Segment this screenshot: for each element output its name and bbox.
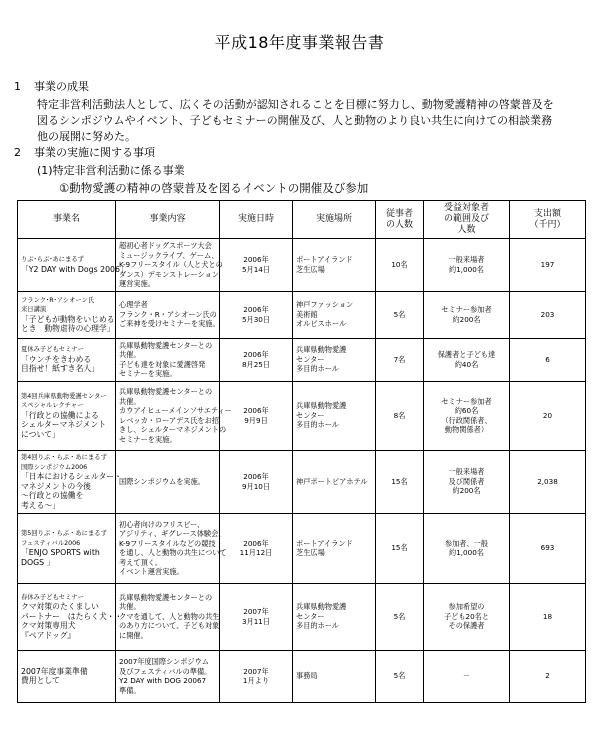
cell-line: 国際シンポジウムを実施。 <box>119 476 205 486</box>
cell-place <box>293 650 376 702</box>
cell-line: ミュージックライブ、ゲーム、 <box>119 250 219 260</box>
cell-line: 「行政との協働による <box>21 410 99 420</box>
cell-date <box>220 450 293 513</box>
cell-line: 考える～」 <box>21 500 60 510</box>
cell-event-content <box>116 338 220 381</box>
cell-line: 1月より <box>242 676 270 685</box>
header-event-content <box>116 201 220 239</box>
header-line: の範囲及び <box>443 214 489 224</box>
cell-date <box>220 381 293 450</box>
cell-line: 2006年 <box>243 538 269 548</box>
body-line: 特定非営利活動法人として、広くその活動が認知されることを目標に努力し、動物愛護精神の啓蒙普及を <box>37 98 554 111</box>
cell-line: 芝生広場 <box>296 548 325 557</box>
cell-line: 子ども20名と <box>443 611 490 621</box>
cell-line: フェスティバル2006 <box>21 539 81 547</box>
cell-line: 超初心者ドッグスポーツ大会 <box>119 241 212 250</box>
section-number: 2 <box>14 146 21 159</box>
cell-beneficiaries <box>424 583 510 650</box>
cell-line: 約40名 <box>454 359 479 369</box>
cell-event-name <box>18 650 116 702</box>
cell-amount: 2 <box>510 650 586 702</box>
header-line: 人数 <box>457 225 476 235</box>
cell-line: 動物関係者） <box>444 425 489 434</box>
cell-line: セミナー参加者 <box>441 396 492 406</box>
cell-line: ～行政との協働を <box>21 491 84 500</box>
cell-line: 2006年 <box>243 350 269 359</box>
cell-beneficiaries <box>424 239 510 292</box>
cell-line: きし、シェルターマネジメントの <box>119 425 227 434</box>
cell-line: オルビスホール <box>296 319 347 329</box>
cell-line: 美術館 <box>296 309 318 319</box>
cell-line: シェルターマネジメント <box>21 420 107 430</box>
cell-line: 一般来場者 <box>448 467 485 477</box>
cell-date <box>220 583 293 650</box>
cell-line: カウアイヒューメインソサエティー <box>119 406 232 415</box>
cell-line: センター <box>296 611 325 621</box>
cell-line: 約200名 <box>452 314 481 324</box>
table-row <box>18 513 586 583</box>
cell-line: ご来神を受けセミナーを実施。 <box>119 319 220 329</box>
cell-line: 3月11日 <box>241 616 271 626</box>
cell-line: 共催。 <box>119 350 141 359</box>
cell-line: 及び関係者 <box>448 476 485 486</box>
table-row <box>18 338 586 381</box>
cell-event-content <box>116 291 220 338</box>
cell-line: 国際シンポジウム2006 <box>21 463 88 471</box>
cell-amount: 2,038 <box>510 450 586 513</box>
cell-event-name <box>18 239 128 292</box>
cell-line: クマ対策専用犬 <box>21 621 76 631</box>
cell-line: 費用として <box>21 676 60 685</box>
cell-line: クマ対策のたくましい <box>21 602 99 612</box>
cell-event-name <box>18 381 116 450</box>
header-event-name <box>18 201 116 239</box>
cell-staff: 5名 <box>376 291 424 338</box>
cell-line: Y2 DAY with DOG 20067 <box>119 676 207 685</box>
header-line: 従事者 <box>385 208 413 219</box>
header-line: 事業内容 <box>149 214 186 224</box>
cell-line: りぶ･らぶ･あにまるず <box>21 256 84 264</box>
cell-line: 兵庫県動物愛護センターとの <box>119 340 213 350</box>
cell-line: 参加者、一般 <box>444 538 489 548</box>
cell-beneficiaries <box>424 650 510 702</box>
cell-date <box>220 338 293 381</box>
cell-line: 「ENJO SPORTS with <box>21 548 100 557</box>
cell-event-content <box>116 513 227 583</box>
subsection-heading: (1)特定非営利活動に係る事業 <box>37 164 185 177</box>
table-row <box>18 450 586 513</box>
cell-place <box>293 450 376 513</box>
section-number: 1 <box>14 80 21 93</box>
cell-line: 子ども達を対象に愛護啓発 <box>119 359 206 369</box>
cell-staff: 15名 <box>376 450 424 513</box>
cell-line: セミナー参加者 <box>441 305 492 314</box>
cell-event-name <box>18 513 116 583</box>
cell-line: アジリティ、ギグレース体験会、 <box>119 529 226 538</box>
cell-line: 事務局 <box>296 671 318 681</box>
header-line: 事業名 <box>52 214 80 224</box>
cell-amount: 20 <box>510 381 586 450</box>
cell-line: その保護者 <box>448 621 485 631</box>
cell-line: DOGS 」 <box>21 557 55 567</box>
table-row <box>18 239 586 292</box>
section-title: 事業の成果 <box>34 80 89 93</box>
cell-line: 夏休み子どもセミナー <box>21 346 84 354</box>
header-line: 実施場所 <box>315 214 352 224</box>
cell-staff: 5名 <box>376 650 424 702</box>
cell-amount: 18 <box>510 583 586 650</box>
cell-event-content <box>116 650 220 702</box>
cell-staff: 15名 <box>376 513 424 583</box>
cell-date <box>220 291 293 338</box>
cell-line: 「日本におけるシェルター・ <box>21 472 122 481</box>
cell-line: 9月9日 <box>244 415 268 425</box>
events-table <box>17 200 586 703</box>
cell-beneficiaries <box>424 450 510 513</box>
section-title: 事業の実施に関する事項 <box>34 146 155 159</box>
header-beneficiaries <box>424 201 510 239</box>
cell-staff: 10名 <box>376 239 424 292</box>
cell-line: 兵庫県動物愛護 <box>296 345 347 355</box>
cell-line: 第4回兵庫県動物愛護センター <box>21 392 107 400</box>
cell-staff: 5名 <box>376 583 424 650</box>
cell-line: 兵庫県動物愛護 <box>296 401 347 411</box>
cell-line: 5月14日 <box>241 264 271 274</box>
cell-line: 共催。 <box>119 396 141 406</box>
cell-line: 来日講演 <box>21 306 47 313</box>
cell-place <box>293 381 376 450</box>
cell-line: 約1,000名 <box>449 264 484 274</box>
cell-event-name <box>18 450 122 513</box>
cell-date <box>220 650 293 702</box>
cell-amount: 203 <box>510 291 586 338</box>
body-line: 図るシンポジウムやイベント、子どもセミナーの開催及び、人と動物のより良い共生に向けての相談業務 <box>37 114 553 127</box>
cell-line: センター <box>296 354 325 364</box>
cell-event-content <box>116 239 223 292</box>
header-place <box>293 201 376 239</box>
cell-line: 兵庫県動物愛護センターとの <box>119 592 213 602</box>
cell-line: 8月25日 <box>241 359 271 369</box>
cell-line: 初心者向けのフリスビー、 <box>119 519 205 529</box>
cell-line: イベント運営実施。 <box>119 567 184 576</box>
cell-line: 心理学者 <box>119 300 148 310</box>
cell-line: 約60名 <box>454 406 479 415</box>
cell-line: 兵庫県動物愛護センターとの <box>119 387 213 396</box>
cell-line: 神戸ポートピアホテル <box>296 476 368 486</box>
cell-line: 参加希望の <box>448 602 485 612</box>
subsubsection-heading: ①動物愛護の精神の啓蒙普及を図るイベントの開催及び参加 <box>59 181 369 195</box>
cell-line: 9月10日 <box>241 481 271 491</box>
cell-line: スペシャルレクチャー <box>21 402 84 410</box>
cell-event-name <box>18 583 123 650</box>
cell-place <box>293 239 376 292</box>
header-line: 実施日時 <box>237 214 274 224</box>
cell-event-content <box>116 381 232 450</box>
cell-line: 2006年 <box>243 406 269 415</box>
cell-line: 芝生広場 <box>296 264 325 274</box>
cell-line: 考えて頂く。 <box>119 557 162 567</box>
cell-beneficiaries <box>424 513 510 583</box>
cell-line: 第4回りぶ・らぶ・あにまるず <box>21 454 107 461</box>
table-row <box>18 291 586 338</box>
cell-line: 2007年度国際シンポジウム <box>119 657 209 666</box>
cell-line: 目指せ！紙すき名人」 <box>21 364 99 374</box>
cell-line: 約1,000名 <box>449 548 484 557</box>
cell-line: 2006年 <box>243 305 269 314</box>
page-title: 平成18年度事業報告書 <box>214 33 385 52</box>
cell-line: 5月30日 <box>241 314 271 324</box>
cell-line: 共催。 <box>119 602 141 612</box>
cell-line: 「子どもが動物をいじめる <box>21 314 115 324</box>
cell-line: 2007年 <box>243 607 269 616</box>
cell-line: セミナーを実施。 <box>119 434 177 444</box>
header-line: 受益対象者 <box>443 203 489 213</box>
table-body <box>18 239 586 703</box>
cell-line: に開催。 <box>119 630 148 640</box>
cell-beneficiaries <box>424 381 510 450</box>
cell-line: 2006年 <box>243 255 269 265</box>
cell-line: 多目的ホール <box>296 364 339 374</box>
cell-line: のあり方について、子ども対象 <box>119 621 220 631</box>
header-line: の人数 <box>385 219 413 230</box>
cell-event-content <box>116 450 220 513</box>
section-1-body <box>37 97 565 145</box>
cell-line: 11月12日 <box>239 548 273 557</box>
cell-line: 第5回りぶ・らぶ・あにまるず <box>21 530 107 537</box>
table-header-row <box>18 201 586 239</box>
cell-event-content <box>116 583 220 650</box>
table-row <box>18 381 586 450</box>
cell-line: K-9フリースタイルなどの競技 <box>119 538 216 548</box>
cell-line: とき 動物虐待の心理学」 <box>21 324 115 333</box>
cell-date <box>220 513 293 583</box>
cell-line: セミナーを実施。 <box>119 369 177 378</box>
header-staff <box>376 201 424 239</box>
cell-place <box>293 583 376 650</box>
cell-line: 2007年 <box>243 666 269 676</box>
cell-amount: 6 <box>510 338 586 381</box>
table-row <box>18 650 586 702</box>
cell-line: フランク･R･アシオーン氏 <box>21 296 95 304</box>
header-amount <box>510 201 586 239</box>
cell-event-name <box>18 338 116 381</box>
cell-line: クマを通して、人と動物の共生 <box>119 611 220 621</box>
header-line: 支出額 <box>533 208 561 219</box>
cell-staff: 7名 <box>376 338 424 381</box>
cell-line: フランク・R・アシオーン氏の <box>119 309 217 319</box>
cell-line: 2006年 <box>243 472 269 481</box>
cell-line: 『ベアドッグ』 <box>21 630 76 640</box>
cell-line: センター <box>296 410 325 420</box>
header-line: （千円） <box>529 219 566 230</box>
cell-line: 兵庫県動物愛護 <box>296 602 347 612</box>
cell-date <box>220 239 293 292</box>
cell-line: 「ウンチをきわめる <box>21 354 92 364</box>
cell-place <box>293 513 376 583</box>
cell-staff: 8名 <box>376 381 424 450</box>
cell-place <box>293 291 376 338</box>
cell-line: 多目的ホール <box>296 621 339 631</box>
cell-line: 多目的ホール <box>296 420 339 430</box>
cell-line: 一般来場者 <box>448 255 485 265</box>
cell-line: （行政関係者、 <box>441 415 492 425</box>
cell-beneficiaries <box>424 338 510 381</box>
cell-line: 及びフェスティバルの準備。 <box>119 666 212 676</box>
cell-line: 保護者と子ども達 <box>437 350 496 359</box>
cell-line: について」 <box>21 429 60 439</box>
body-line: 他の展開に努めた。 <box>37 130 136 143</box>
cell-line: K-9フリースタイル（人と犬との <box>119 260 223 269</box>
cell-event-name <box>18 291 116 338</box>
cell-line: 約200名 <box>452 486 481 496</box>
cell-line: ポートアイランド <box>296 538 353 548</box>
cell-line: ダンス）デモンストレーション <box>119 269 219 279</box>
cell-line: 春休み子どもセミナー <box>21 593 84 601</box>
cell-line: 「Y2 DAY with Dogs 2006」 <box>21 264 128 274</box>
table-row <box>18 583 586 650</box>
cell-line: 神戸ファッション <box>296 300 354 310</box>
cell-line: ポートアイランド <box>296 255 353 265</box>
cell-line: マネジメントの今後 <box>21 481 91 491</box>
cell-line: を通し、人と動物の共生について <box>119 548 227 557</box>
cell-amount: 693 <box>510 513 586 583</box>
cell-line: パートナー はたらく犬・・ <box>21 611 123 621</box>
cell-line: レベッカ・ローアデス氏をお招 <box>119 415 219 425</box>
cell-beneficiaries <box>424 291 510 338</box>
cell-line: 運営実施。 <box>119 279 155 288</box>
cell-place <box>293 338 376 381</box>
cell-line: 準備。 <box>119 685 141 695</box>
cell-amount: 197 <box>510 239 586 292</box>
cell-line: － <box>462 671 471 681</box>
header-date <box>220 201 293 239</box>
cell-line: 2007年度事業準備 <box>21 666 88 676</box>
